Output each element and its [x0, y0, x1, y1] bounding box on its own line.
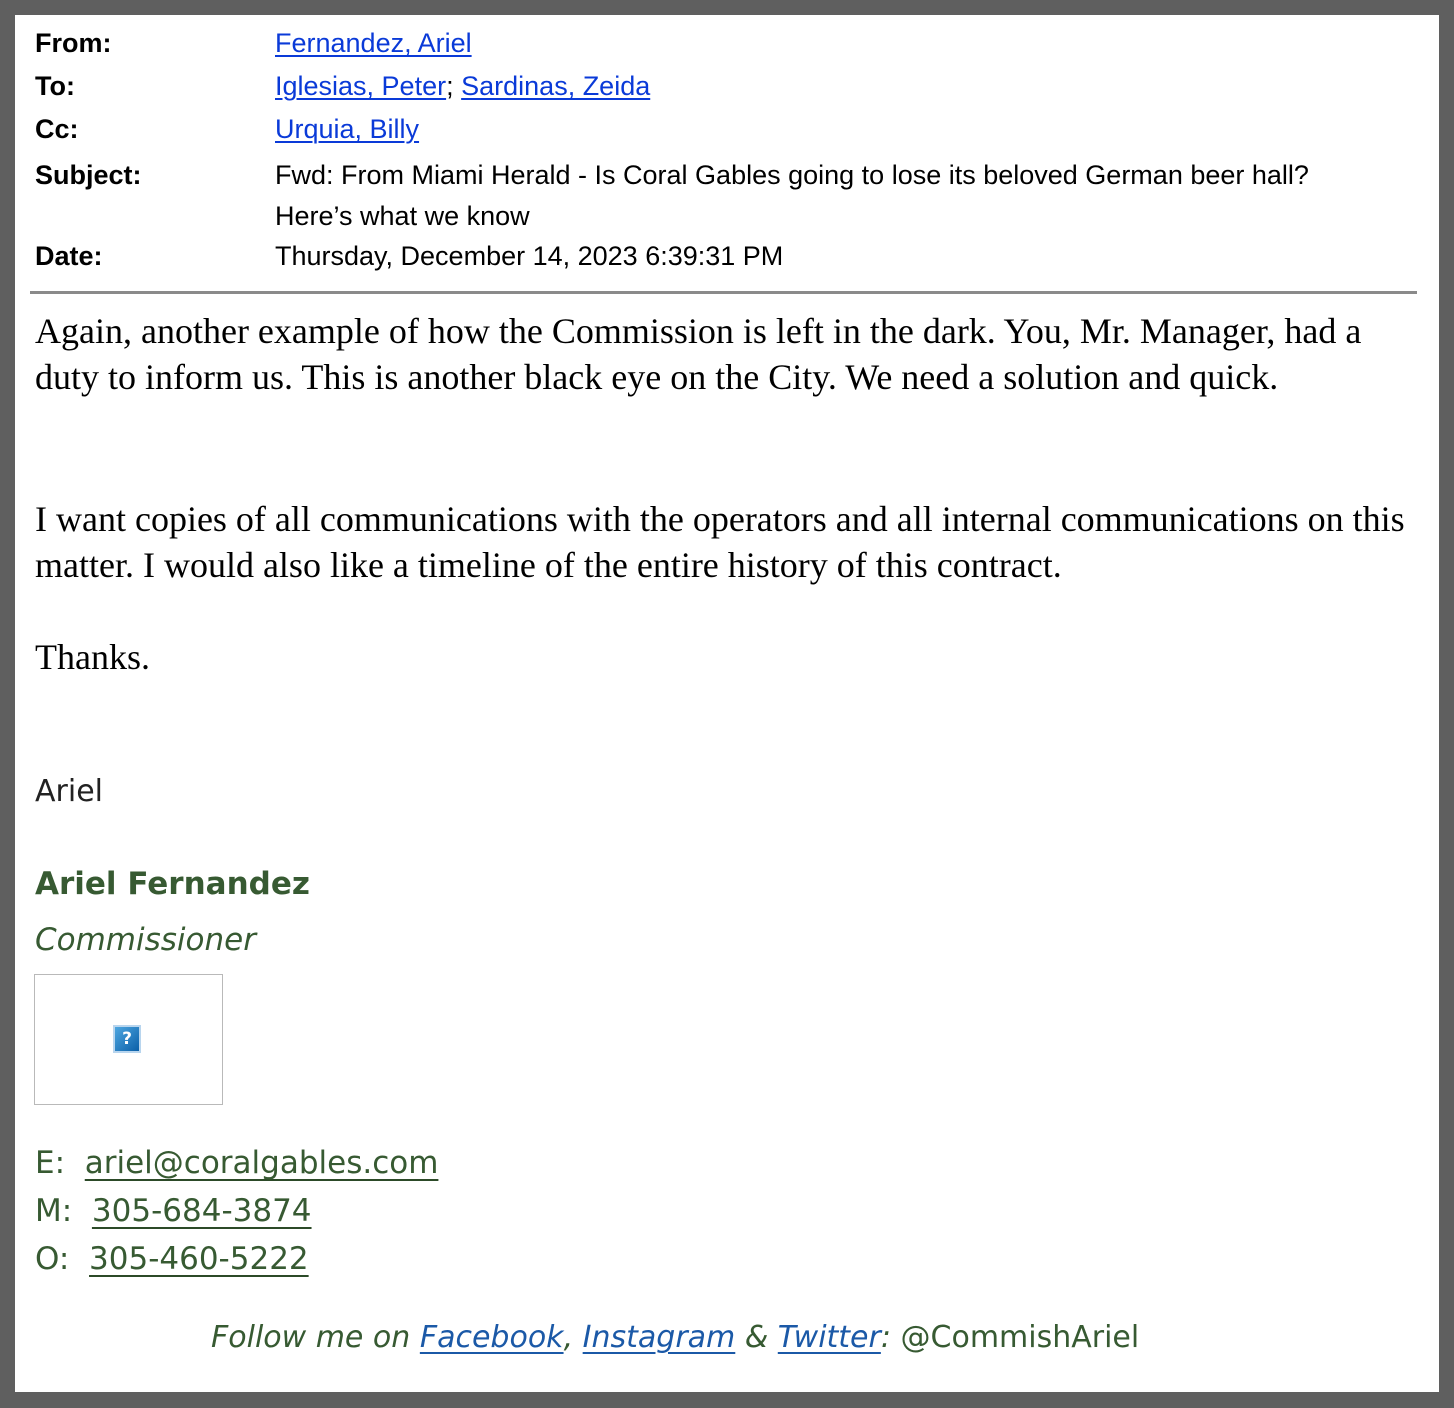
body-paragraph-1: Again, another example of how the Commission is left in the dark. You, Mr. Manager, had a duty to inform us. This is another black eye on the City. We need a solution and quick. — [35, 311, 1362, 397]
subject-line-1: Fwd: From Miami Herald - Is Coral Gables going to lose its beloved German beer hall? — [275, 160, 1309, 190]
mobile-row — [35, 1191, 312, 1231]
twitter-handle: @CommishAriel — [900, 1320, 1140, 1355]
twitter-link[interactable]: Twitter — [777, 1320, 881, 1355]
office-link[interactable]: 305-460-5222 — [89, 1241, 309, 1277]
mobile-link[interactable]: 305-684-3874 — [91, 1193, 312, 1229]
to-value — [275, 66, 650, 106]
follow-line — [211, 1318, 1139, 1358]
email-label: E: — [35, 1145, 66, 1181]
signature-full-name: Ariel Fernandez — [35, 866, 310, 902]
cc-link[interactable]: Urquia, Billy — [275, 114, 420, 144]
from-label: From: — [35, 28, 112, 58]
header-divider — [30, 291, 1417, 294]
email-link[interactable]: ariel@coralgables.com — [84, 1145, 439, 1181]
subject-label: Subject: — [35, 160, 142, 190]
to-separator: ; — [446, 71, 454, 101]
body-paragraph-2: I want copies of all communications with the operators and all internal communications on this matter. I would also like a timeline of the entire history of this contract. — [35, 499, 1405, 585]
subject-line-2: Here’s what we know — [275, 201, 530, 231]
facebook-link[interactable]: Facebook — [419, 1320, 564, 1355]
from-value — [275, 23, 472, 63]
date-value: Thursday, December 14, 2023 6:39:31 PM — [275, 241, 784, 271]
body-paragraph-3: Thanks. — [35, 637, 150, 677]
to-label: To: — [35, 71, 75, 101]
signature-title: Commissioner — [35, 922, 256, 958]
signature-image-placeholder — [34, 974, 223, 1105]
email-page — [15, 15, 1439, 1392]
ampersand-separator: & — [744, 1320, 769, 1355]
email-row — [35, 1143, 438, 1183]
office-row — [35, 1239, 309, 1279]
follow-text: Follow me on — [211, 1320, 411, 1355]
comma-separator: , — [563, 1320, 574, 1355]
question-mark-icon: ? — [113, 1025, 141, 1053]
colon-separator: : — [880, 1320, 891, 1355]
office-label: O: — [35, 1241, 70, 1277]
mobile-label: M: — [35, 1193, 73, 1229]
from-link[interactable]: Fernandez, Ariel — [275, 28, 472, 58]
to-link-iglesias[interactable]: Iglesias, Peter — [275, 71, 447, 101]
instagram-link[interactable]: Instagram — [582, 1320, 736, 1355]
date-label: Date: — [35, 241, 103, 271]
to-link-sardinas[interactable]: Sardinas, Zeida — [461, 71, 651, 101]
signature-short-name: Ariel — [35, 774, 103, 809]
cc-value — [275, 109, 419, 149]
cc-label: Cc: — [35, 114, 79, 144]
